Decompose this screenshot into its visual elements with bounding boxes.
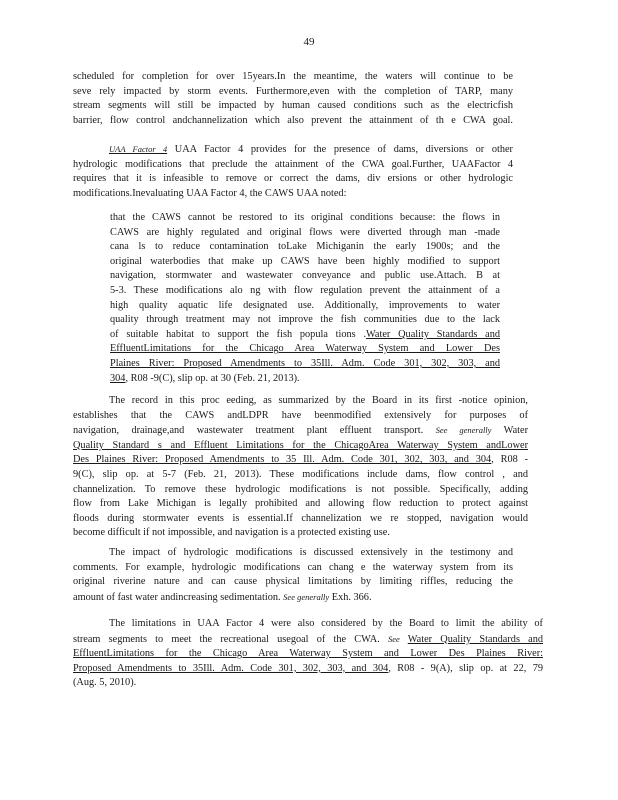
text-fragment: stream segments to meet the recreational usegoal of the CWA. <box>73 633 380 645</box>
text-line <box>73 632 543 648</box>
citation-title: Des Plaines River: Proposed Amendments to 35 Ill. Adm. Code 301, 302, 303, and 304 <box>73 454 492 466</box>
text-line: barrier, flow control andchannelization which also prevent the attainment of th e CWA goal. <box>73 114 513 126</box>
text-line: The impact of hydrologic modifications is discussed extensively in the testimony and <box>109 547 513 558</box>
citation-title: Quality Standard s and Effluent Limitations for the ChicagoArea Waterway System andLower <box>73 439 528 451</box>
quote-line: quality through treatment may not improve the fish communities due to the lack <box>110 314 500 326</box>
text-line: channelization. To remove these hydrologic modifications is not possible. Specifically, adding <box>73 483 528 495</box>
text-line: hydrologic modifications that preclude the attainment of the CWA goal.Further, UAAFactor 4 <box>73 158 513 170</box>
citation-title: EffluentLimitations for the Chicago Area Waterway System and Lower Des <box>110 343 500 355</box>
text-line <box>73 439 528 454</box>
citation-title: Proposed Amendments to 35Ill. Adm. Code 301, 302, 303, and 304 <box>73 662 389 674</box>
quote-line <box>110 342 500 357</box>
section-heading: UAA Factor 4 <box>109 144 168 154</box>
text-fragment: Water <box>491 425 528 437</box>
paragraph-impact <box>73 546 513 605</box>
text-line <box>73 590 513 606</box>
citation-title: Plaines River: Proposed Amendments to 35Ill. Adm. Code 301, 302, 303, and <box>110 357 500 369</box>
text-line <box>73 423 528 439</box>
text-line: The limitations in UAA Factor 4 were also considered by the Board to limit the ability of <box>109 618 543 629</box>
text-line <box>73 662 543 677</box>
text-line: stream segments will still be impacted by human caused conditions such as the electricfish <box>73 100 513 112</box>
text-fragment: , R08 -9(C), slip op. at 30 (Feb. 21, 2013). <box>125 372 300 384</box>
text-line: original riverine nature and can cause physical limitations by limiting riffles, reducing the <box>73 576 513 588</box>
text-line: 9(C), slip op. at 5-7 (Feb. 21, 2013). These modifications include dams, flow control , and <box>73 468 528 480</box>
quote-line: navigation, stormwater and wastewater conveyance and public use.Attach. B at <box>110 270 500 282</box>
text-line: modifications.Inevaluating UAA Factor 4, the CAWS UAA noted: <box>73 187 347 199</box>
text-line: seve rely impacted by storm events. Furthermore,even with the completion of TARP, many <box>73 85 513 97</box>
paragraph-1 <box>73 70 513 128</box>
quote-line: original waterbodies that make up CAWS have been highly modified to support <box>110 255 500 267</box>
paragraph-record <box>73 394 528 541</box>
text-fragment: Exh. 366. <box>329 591 372 603</box>
quote-line: 5-3. These modifications alo ng with flow regulation prevent the attainment of a <box>110 284 500 296</box>
text-line: establishes that the CAWS andLDPR have beenmodified extensively for purposes of <box>73 409 528 421</box>
text-fragment: amount of fast water andincreasing sedimentation. <box>73 591 281 603</box>
text-fragment: of suitable habitat to support the fish popula tions . <box>110 328 367 340</box>
text-fragment: , R08 - <box>491 454 529 466</box>
quote-line <box>110 372 500 387</box>
citation-title: Water Quality Standards and <box>366 328 500 340</box>
text-line: become difficult if not impossible, and navigation is a protected existing use. <box>73 527 390 539</box>
text-line: flow from Lake Michigan is legally prohibited and allowing flow reduction to protect against <box>73 498 528 510</box>
quote-line: that the CAWS cannot be restored to its original conditions because: the flows in <box>110 212 500 223</box>
signal-see: See <box>387 633 400 644</box>
quote-line <box>110 357 500 372</box>
signal-see-generally: See generally <box>283 591 330 602</box>
text-line: (Aug. 5, 2010). <box>73 677 137 689</box>
block-quote <box>110 211 500 386</box>
text-line: comments. For example, hydrologic modifications can chang e the waterway system from its <box>73 561 513 573</box>
text-line <box>73 453 528 468</box>
citation-title: 304 <box>110 372 126 384</box>
quote-line <box>110 328 500 343</box>
text-line: scheduled for completion for over 15years.In the meantime, the waters will continue to be <box>73 71 513 82</box>
text-line <box>73 142 513 158</box>
paragraph-limitations <box>73 617 543 691</box>
text-fragment: navigation, drainage,and wastewater treatment plant effluent transport. <box>73 425 424 437</box>
quote-line: CAWS are highly regulated and original flows were diverted through man -made <box>110 226 500 238</box>
text-line: requires that it is infeasible to remove or correct the dams, div ersions or other hydrologic <box>73 173 513 185</box>
paragraph-uaa-factor-4 <box>73 142 513 201</box>
quote-line: high quality aquatic life designated use. Additionally, improvements to water <box>110 299 500 311</box>
text-line <box>73 647 543 662</box>
citation-title: Water Quality Standards and <box>407 633 544 645</box>
citation-title: EffluentLimitations for the Chicago Area Waterway System and Lower Des Plaines River: <box>73 648 543 660</box>
signal-see-generally: See generally <box>435 425 492 436</box>
page-number: 49 <box>303 36 315 48</box>
text-line: floods during stormwater events is essential.If channelization we re stopped, navigation would <box>73 512 528 524</box>
text-fragment: UAA Factor 4 provides for the presence of dams, diversions or other <box>167 144 513 155</box>
text-fragment: , R08 - 9(A), slip op. at 22, 79 <box>388 662 543 674</box>
text-line: The record in this proc eeding, as summarized by the Board in its first -notice opinion, <box>109 395 528 406</box>
quote-line: cana ls to reduce contamination toLake Michiganin the early 1900s; and the <box>110 241 500 253</box>
